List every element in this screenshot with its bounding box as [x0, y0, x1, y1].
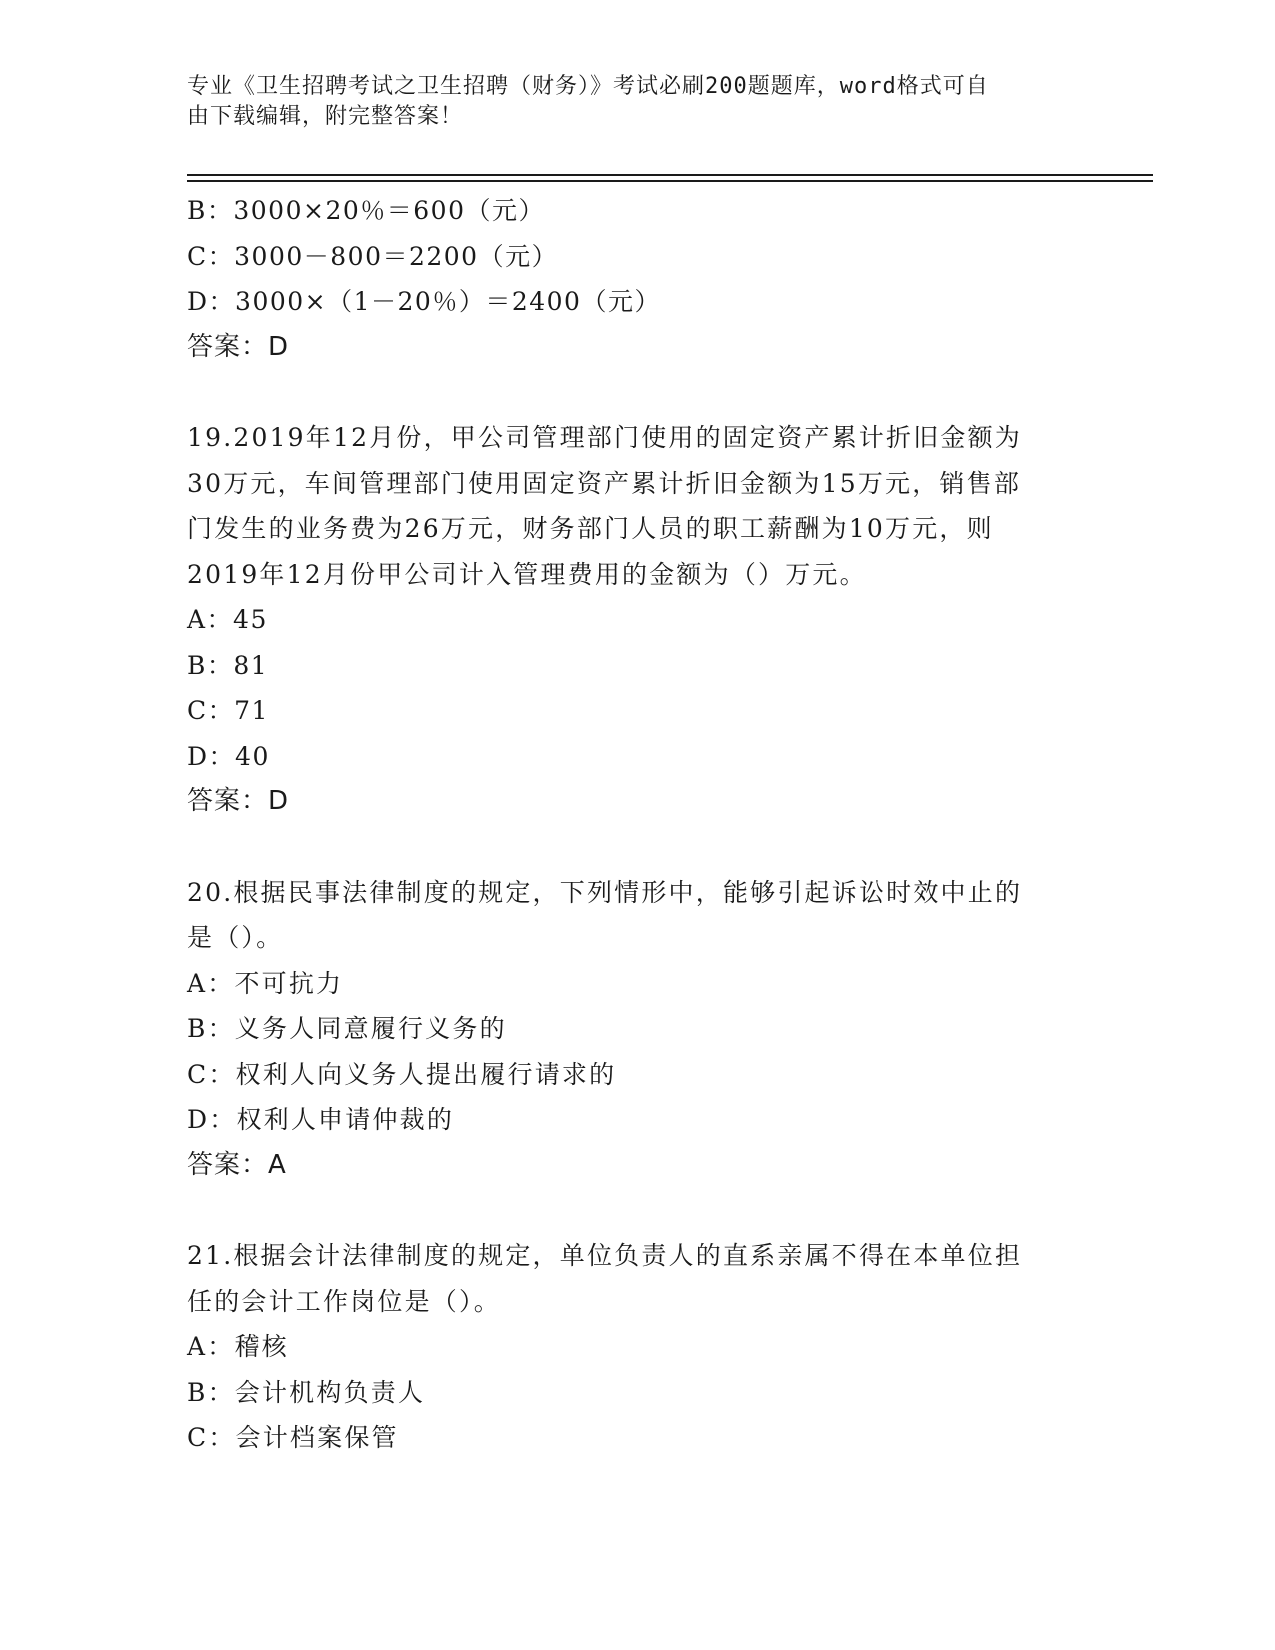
question-18 [187, 188, 1087, 370]
header-divider-top [187, 174, 1153, 176]
document-header [187, 72, 1087, 132]
q21-option-a: A：稽核 [187, 1332, 289, 1361]
q21-stem-line-1: 21.根据会计法律制度的规定，单位负责人的直系亲属不得在本单位担 [187, 1241, 1023, 1270]
q19-stem-line-2: 30万元，车间管理部门使用固定资产累计折旧金额为15万元，销售部 [187, 468, 1022, 498]
question-list [187, 188, 1087, 1461]
q19-answer: 答案：D [187, 786, 290, 816]
q20-stem-line-1: 20.根据民事法律制度的规定，下列情形中，能够引起诉讼时效中止的 [187, 877, 1023, 907]
q18-option-b: B：3000×20％＝600（元） [187, 196, 545, 225]
q20-answer: 答案：A [187, 1149, 287, 1180]
q21-stem-line-2: 任的会计工作岗位是（）。 [187, 1286, 501, 1316]
q19-stem-line-3: 门发生的业务费为26万元，财务部门人员的职工薪酬为10万元，则 [187, 514, 994, 543]
q19-option-d: D：40 [187, 741, 270, 771]
q18-answer: 答案：D [187, 331, 290, 362]
q20-stem-line-2: 是（）。 [187, 923, 284, 952]
q19-option-a: A：45 [187, 605, 268, 634]
header-divider-bottom [187, 180, 1153, 182]
q18-option-c: C：3000－800＝2200（元） [187, 241, 559, 271]
q18-option-d: D：3000×（1－20％）＝2400（元） [187, 287, 661, 316]
q21-option-b: B：会计机构负责人 [187, 1377, 426, 1407]
q19-option-b: B：81 [187, 650, 269, 680]
q19-stem-line-4: 2019年12月份甲公司计入管理费用的金额为（）万元。 [187, 559, 867, 589]
q20-option-b: B：义务人同意履行义务的 [187, 1014, 507, 1043]
q19-option-c: C：71 [187, 696, 269, 725]
spacer [187, 370, 1087, 415]
q20-option-c: C：权利人向义务人提出履行请求的 [187, 1059, 617, 1089]
q19-stem-line-1: 19.2019年12月份，甲公司管理部门使用的固定资产累计折旧金额为 [187, 423, 1022, 452]
question-19 [187, 415, 1087, 825]
q21-option-c: C：会计档案保管 [187, 1423, 399, 1452]
q20-option-d: D：权利人申请仲裁的 [187, 1105, 455, 1134]
spacer [187, 1188, 1087, 1233]
spacer [187, 825, 1087, 870]
question-20 [187, 870, 1087, 1189]
header-line-2: 由下载编辑，附完整答案！ [187, 104, 464, 129]
header-line-1: 专业《卫生招聘考试之卫生招聘（财务）》考试必刷200题题库，word格式可自 [187, 74, 989, 99]
question-21 [187, 1233, 1087, 1461]
q20-option-a: A：不可抗力 [187, 968, 344, 998]
